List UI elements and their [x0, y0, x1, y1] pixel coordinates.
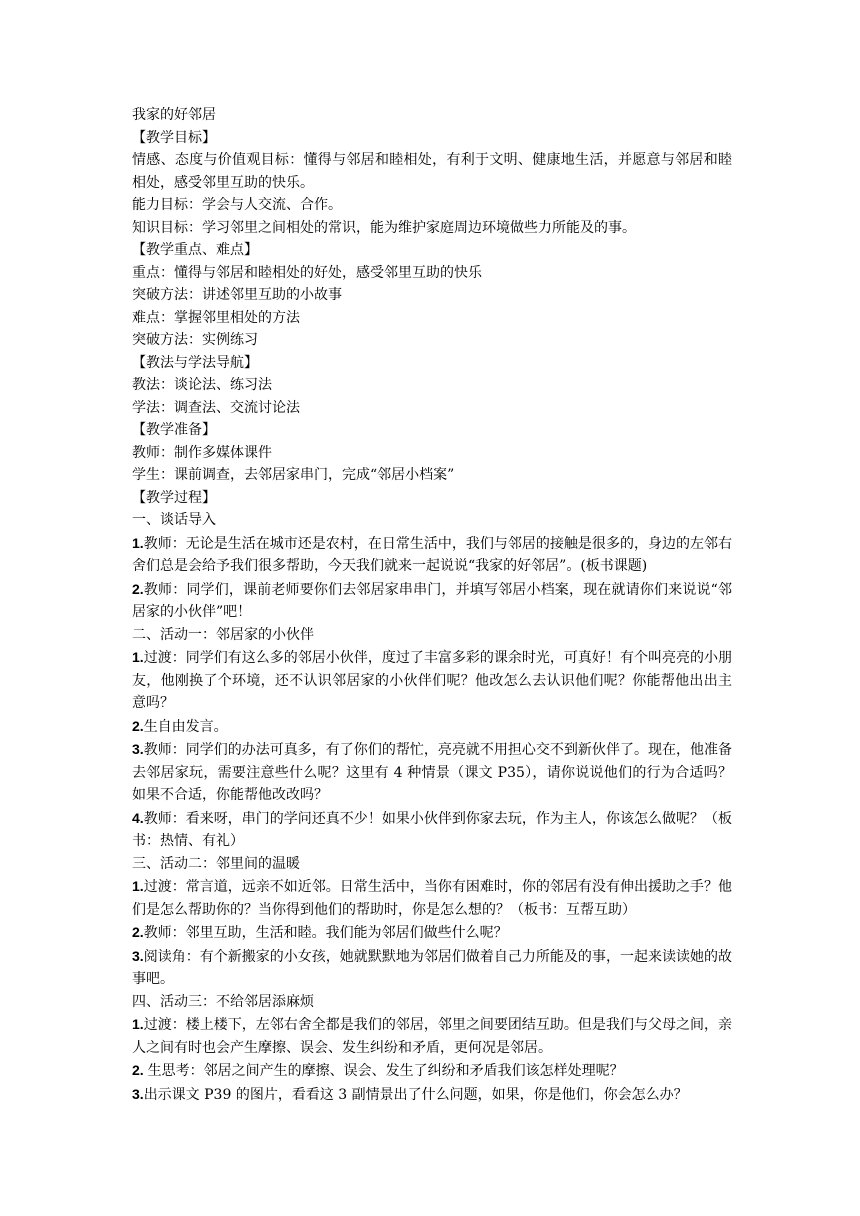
item-text: 教师：同学们的办法可真多，有了你们的帮忙，亮亮就不用担心交不到新伙伴了。现在，他准备去邻居家玩，需要注意些什么呢？这里有 4 种情景（课文 P35），请你说说他们的行为合适吗？如果不合适，你能帮他改改吗？	[132, 742, 732, 803]
section-4-item-1	[132, 1013, 732, 1059]
section-3-item-3	[132, 945, 732, 991]
item-number: 1.	[132, 649, 144, 665]
item-text: 教师：邻里互助，生活和睦。我们能为邻居们做些什么呢？	[143, 925, 508, 941]
heading-key-points: 【教学重点、难点】	[132, 242, 258, 258]
item-text: 生思考：邻居之间产生的摩擦、误会、发生了纠纷和矛盾我们该怎样处理呢？	[147, 1063, 624, 1079]
item-text: 阅读角：有个新搬家的小女孩，她就默默地为邻居们做着自己力所能及的事，一起来读读她的故事吧。	[132, 948, 732, 987]
learning-method: 学法：调查法、交流讨论法	[132, 399, 300, 416]
section-2-item-1	[132, 646, 732, 715]
item-text: 生自由发言。	[143, 718, 228, 735]
document-body	[132, 104, 732, 1106]
goal-ability: 能力目标：学会与人交流、合作。	[132, 197, 342, 213]
item-number: 4.	[132, 809, 144, 826]
item-number: 1.	[132, 878, 144, 894]
teaching-method: 教法：谈论法、练习法	[132, 377, 272, 393]
section-1-item-1	[132, 532, 732, 578]
difficult-method: 突破方法：实例练习	[132, 332, 258, 348]
item-number: 1.	[132, 1016, 144, 1032]
item-number: 2.	[132, 924, 144, 940]
section-3-item-2	[132, 921, 732, 945]
section-4-item-3	[132, 1083, 732, 1107]
item-text: 教师：看来呀，串门的学问还真不少！如果小伙伴到你家去玩，作为主人，你该怎么做呢？（板书：热情、有礼）	[132, 810, 732, 849]
item-number: 3.	[132, 741, 144, 757]
section-4-item-2	[132, 1059, 732, 1083]
difficult-point: 难点：掌握邻里相处的方法	[132, 309, 300, 326]
section-3-title: 三、活动二：邻里间的温暖	[132, 855, 300, 872]
section-2-title: 二、活动一：邻居家的小伙伴	[132, 626, 314, 643]
goal-emotion: 情感、态度与价值观目标：懂得与邻居和睦相处，有利于文明、健康地生活，并愿意与邻居和睦相处，感受邻里互助的快乐。	[132, 152, 732, 191]
item-text: 教师：同学们，课前老师要你们去邻居家串串门，并填写邻居小档案，现在就请你们来说说“邻居家的小伙伴”吧！	[132, 581, 732, 620]
section-1-title: 一、谈话导入	[132, 512, 216, 528]
item-number: 1.	[132, 534, 144, 551]
section-4-title: 四、活动三：不给邻居添麻烦	[132, 993, 314, 1010]
item-text: 过渡：常言道，远亲不如近邻。日常生活中，当你有困难时，你的邻居有没有伸出援助之手？他们是怎么帮助你的？当你得到他们的帮助时，你是怎么想的？（板书：互帮互助）	[132, 879, 732, 918]
item-number: 3.	[132, 1085, 144, 1102]
heading-methods: 【教法与学法导航】	[132, 354, 258, 371]
goal-knowledge: 知识目标：学习邻里之间相处的常识，能为维护家庭周边环境做些力所能及的事。	[132, 219, 636, 236]
item-text: 过渡：楼上楼下，左邻右舍全都是我们的邻居，邻里之间要团结互助。但是我们与父母之间，亲人之间有时也会产生摩擦、误会、发生纠纷和矛盾，更何况是邻居。	[132, 1017, 732, 1056]
key-point: 重点：懂得与邻居和睦相处的好处，感受邻里互助的快乐	[132, 264, 482, 281]
prep-teacher: 教师：制作多媒体课件	[132, 444, 272, 461]
section-1-item-2	[132, 578, 732, 624]
heading-process: 【教学过程】	[132, 489, 216, 506]
section-3-item-1	[132, 875, 732, 921]
section-2-item-2	[132, 715, 732, 739]
section-2-item-4	[132, 807, 732, 853]
item-text: 过渡：同学们有这么多的邻居小伙伴，度过了丰富多彩的课余时光，可真好！有个叫亮亮的小朋友，他刚换了个环境，还不认识邻居家的小伙伴们呢？他改怎么去认识他们呢？你能帮他出出主意吗？	[132, 650, 732, 711]
item-number: 2.	[132, 1062, 148, 1078]
item-number: 3.	[132, 947, 144, 964]
item-number: 2.	[132, 717, 144, 734]
heading-goals: 【教学目标】	[132, 129, 216, 146]
heading-preparation: 【教学准备】	[132, 422, 216, 438]
item-text: 教师：无论是生活在城市还是农村，在日常生活中，我们与邻居的接触是很多的，身边的左邻右舍们总是会给予我们很多帮助，今天我们就来一起说说“我家的好邻居”。(板书课题)	[132, 535, 732, 574]
section-2-item-3	[132, 738, 732, 807]
prep-student: 学生：课前调查，去邻居家串门，完成“邻居小档案”	[132, 467, 455, 483]
item-number: 2.	[132, 580, 144, 597]
item-text: 出示课文 P39 的图片，看看这 3 副情景出了什么问题，如果，你是他们，你会怎么办？	[143, 1086, 688, 1103]
doc-title: 我家的好邻居	[132, 107, 216, 123]
key-method: 突破方法：讲述邻里互助的小故事	[132, 287, 342, 303]
